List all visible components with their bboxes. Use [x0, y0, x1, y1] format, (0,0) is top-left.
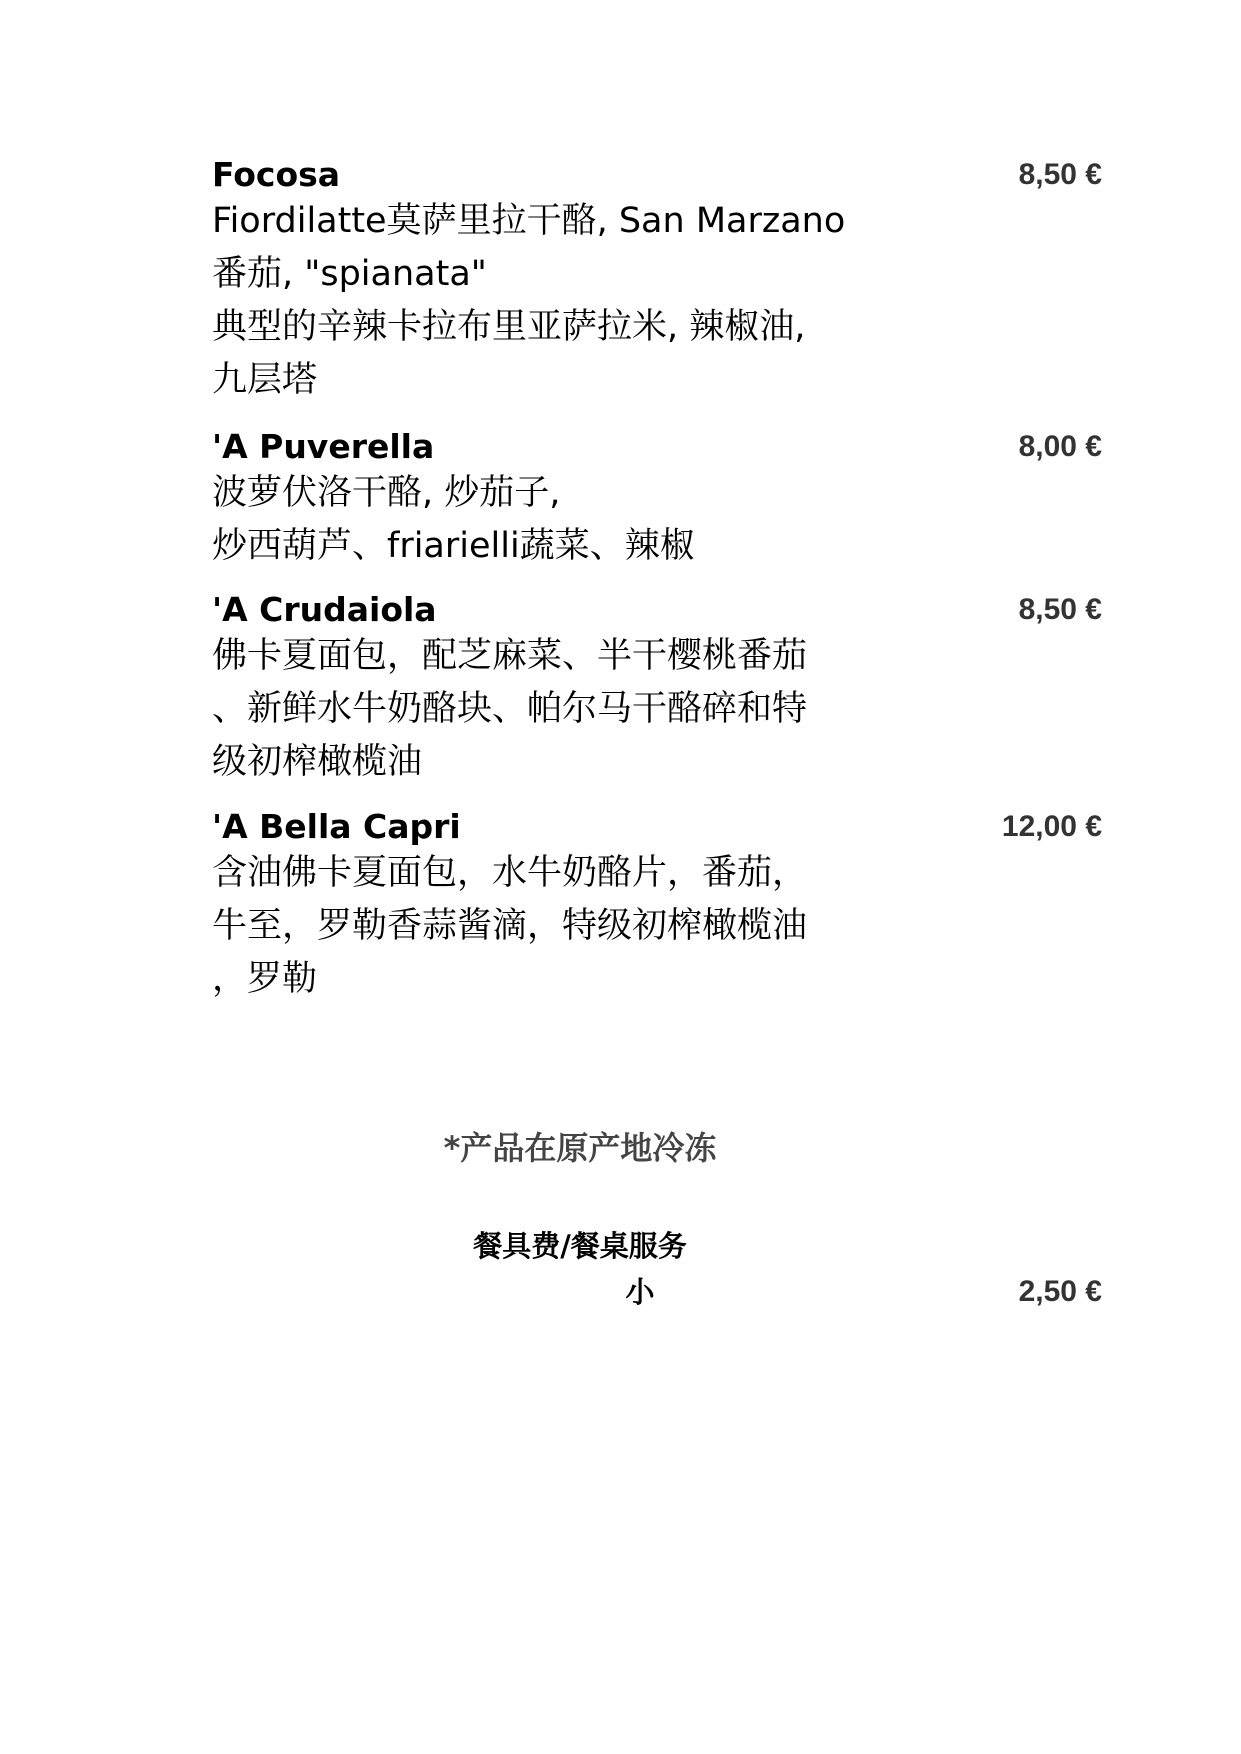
cover-charge-price: 2,50 € [1018, 1275, 1102, 1308]
frozen-note: *产品在原产地冷冻 [443, 1129, 717, 1167]
cover-charge-row [212, 1272, 1102, 1312]
item-name: 'A Puverella [212, 427, 435, 466]
item-price: 8,00 € [1018, 430, 1102, 463]
item-description: 佛卡夏面包，配芝麻菜、半干樱桃番茄 、新鲜水牛奶酪块、帕尔马干酪碎和特 级初榨橄榄油 [212, 636, 808, 782]
item-price: 8,50 € [1018, 593, 1102, 626]
cover-charge-title: 餐具费/餐桌服务 [473, 1229, 687, 1263]
menu-item-puverella [212, 427, 1102, 573]
item-description: Fiordilatte莫萨里拉干酪, San Marzano 番茄, "spianata" 典型的辛辣卡拉布里亚萨拉米, 辣椒油, 九层塔 [212, 201, 846, 400]
item-description: 含油佛卡夏面包，水牛奶酪片，番茄， 牛至，罗勒香蒜酱滴，特级初榨橄榄油 ，罗勒 [212, 853, 808, 999]
item-name: Focosa [212, 155, 341, 194]
item-price: 8,50 € [1018, 158, 1102, 191]
cover-charge-label: 小 [625, 1275, 655, 1309]
menu-item-bella-capri [212, 807, 1102, 1006]
item-name: 'A Bella Capri [212, 807, 461, 846]
item-description: 波萝伏洛干酪, 炒茄子, 炒西葫芦、friarielli蔬菜、辣椒 [212, 473, 695, 566]
menu-item-focosa [212, 155, 1102, 407]
menu-item-crudaiola [212, 590, 1102, 789]
item-name: 'A Crudaiola [212, 590, 437, 629]
item-price: 12,00 € [1001, 810, 1102, 843]
